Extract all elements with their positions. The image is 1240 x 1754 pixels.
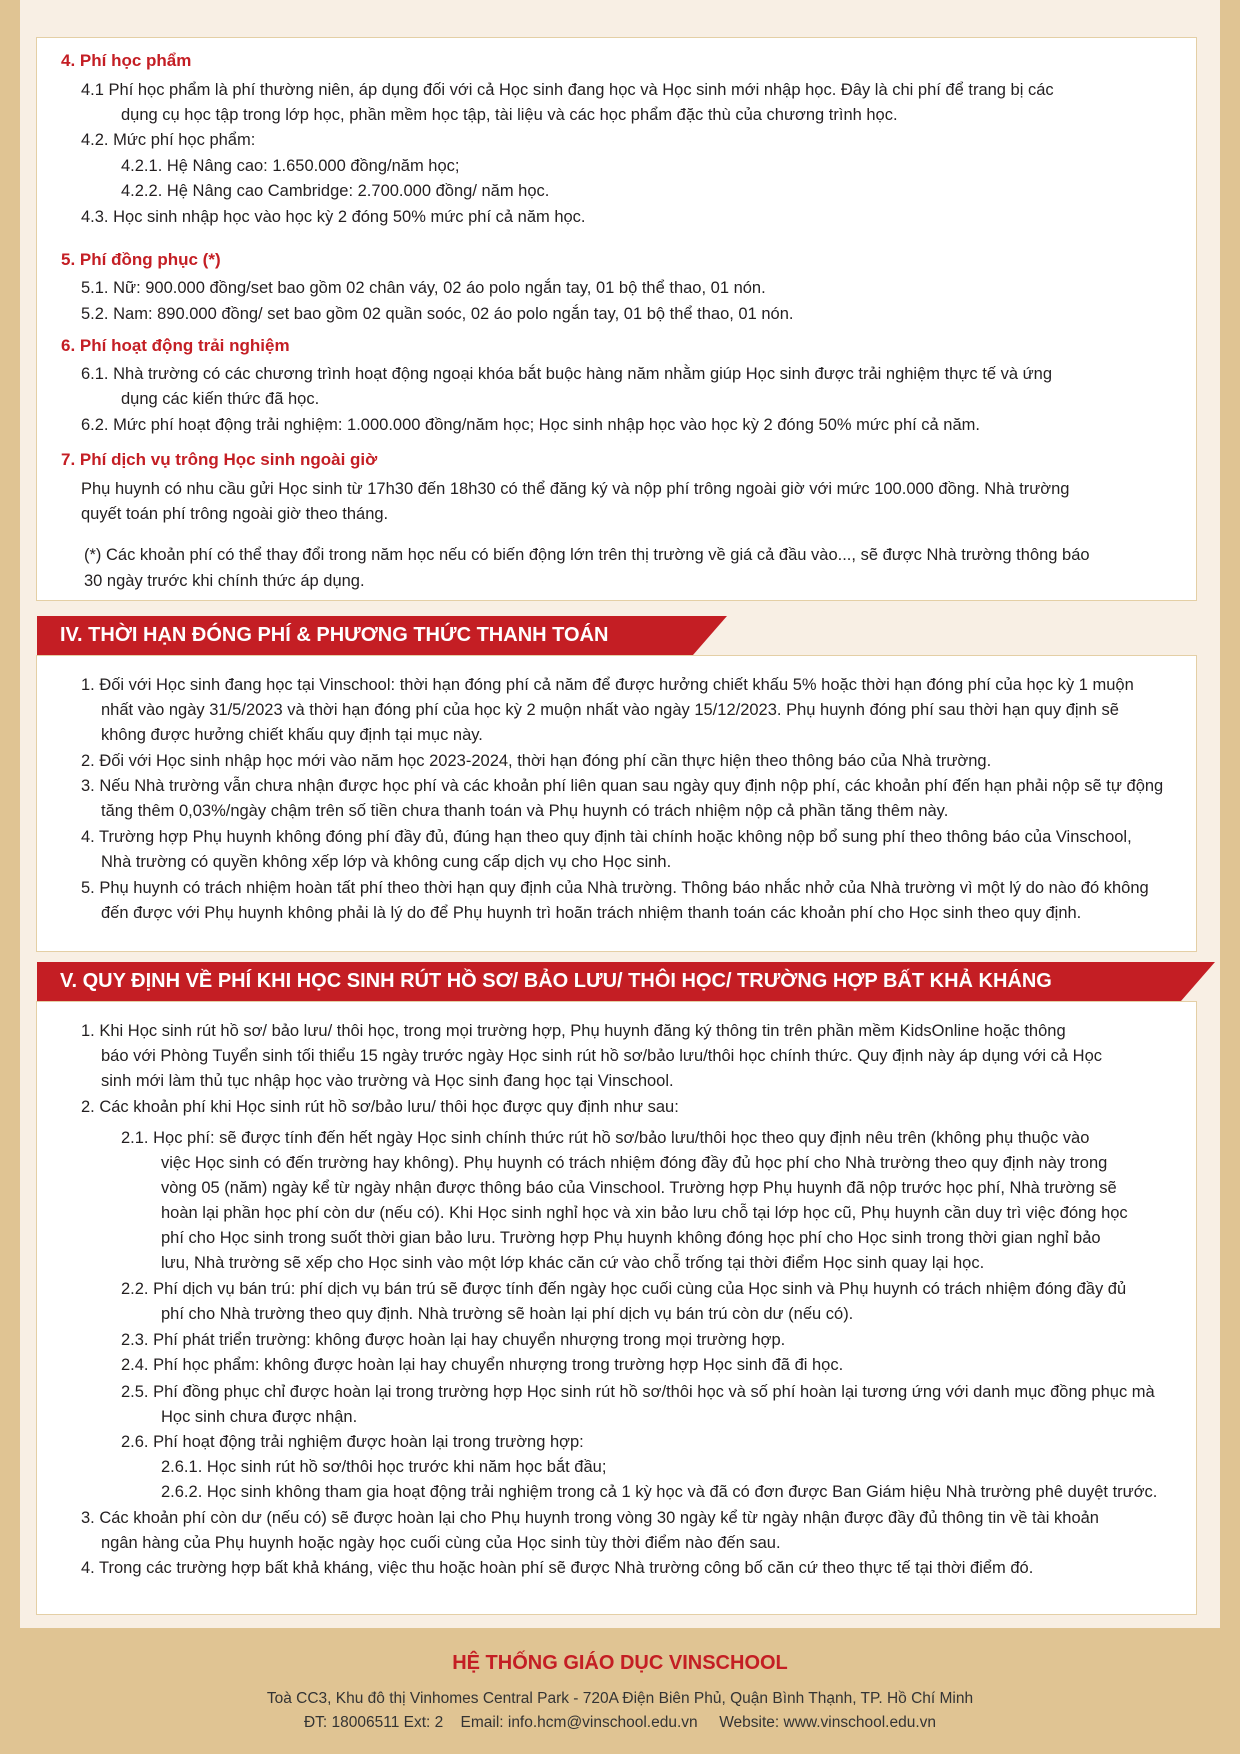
list-line: vòng 05 (năm) ngày kể từ ngày nhận được thông báo của Vinschool. Trường hợp Phụ huynh đã nộp trước học phí, Nhà trường sẽ [161, 1179, 1117, 1197]
list-line: 2.5. Phí đồng phục chỉ được hoàn lại trong trường hợp Học sinh rút hồ sơ/thôi học và số phí hoàn lại tương ứng với danh mục đồng phục mà [121, 1383, 1155, 1401]
list-line: 2. Các khoản phí khi Học sinh rút hồ sơ/bảo lưu/ thôi học được quy định như sau: [81, 1098, 679, 1116]
section-4-item-3: 4.3. Học sinh nhập học vào học kỳ 2 đóng 50% mức phí cả năm học. [81, 208, 586, 226]
list-line: 1. Khi Học sinh rút hồ sơ/ bảo lưu/ thôi học, trong mọi trường hợp, Phụ huynh đăng ký thông tin trên phần mềm KidsOnline hoặc thông [81, 1022, 1066, 1040]
section-6-item-2: 6.2. Mức phí hoạt động trải nghiệm: 1.000.000 đồng/năm học; Học sinh nhập học vào học kỳ 2 đóng 50% mức phí cả năm. [81, 416, 980, 434]
section-v-banner: V. QUY ĐỊNH VỀ PHÍ KHI HỌC SINH RÚT HỒ SƠ/ BẢO LƯU/ THÔI HỌC/ TRƯỜNG HỢP BẤT KHẢ KHÁNG [37, 962, 1181, 1001]
footer-email[interactable]: Email: info.hcm@vinschool.edu.vn [460, 1714, 698, 1731]
section-6-item-1: 6.1. Nhà trường có các chương trình hoạt động ngoại khóa bắt buộc hàng năm nhằm giúp Học sinh được trải nghiệm thực tế và ứng [81, 365, 1053, 383]
section-iv-banner: IV. THỜI HẠN ĐÓNG PHÍ & PHƯƠNG THỨC THANH TOÁN [37, 616, 693, 655]
list-line: báo với Phòng Tuyển sinh tối thiểu 15 ngày trước ngày Học sinh rút hồ sơ/bảo lưu/thôi học chính thức. Quy định này áp dụng với cả Học [101, 1047, 1102, 1065]
footer-organization-name: HỆ THỐNG GIÁO DỤC VINSCHOOL [452, 1652, 788, 1674]
footer-contact [0, 1714, 1240, 1732]
section-5-item-2: 5.2. Nam: 890.000 đồng/ set bao gồm 02 quần soóc, 02 áo polo ngắn tay, 01 bộ thể thao, 01 nón. [81, 305, 794, 323]
list-line: 4. Trường hợp Phụ huynh không đóng phí đầy đủ, đúng hạn theo quy định tài chính hoặc không nộp bổ sung phí theo thông báo của Vinschool, [81, 828, 1132, 846]
list-line: 2.6.1. Học sinh rút hồ sơ/thôi học trước khi năm học bắt đầu; [161, 1458, 607, 1476]
list-line: phí cho Học sinh trong suốt thời gian bảo lưu. Trường hợp Phụ huynh không đóng học phí cho Học sinh trong thời gian nghỉ bảo [161, 1229, 1101, 1247]
list-line: 2.2. Phí dịch vụ bán trú: phí dịch vụ bán trú sẽ được tính đến ngày học cuối cùng của Học sinh và Phụ huynh có trách nhiệm đóng đầy đủ [121, 1280, 1127, 1298]
list-line: tăng thêm 0,03%/ngày chậm trên số tiền chưa thanh toán và Phụ huynh có trách nhiệm nộp cả phần tăng thêm này. [101, 802, 949, 820]
list-line: 2.6.2. Học sinh không tham gia hoạt động trải nghiệm trong cả 1 kỳ học và đã có đơn được Ban Giám hiệu Nhà trường phê duyệt trước. [161, 1483, 1158, 1501]
footer [0, 1628, 1240, 1754]
section-4-item-1: 4.1 Phí học phẩm là phí thường niên, áp dụng đối với cả Học sinh đang học và Học sinh mới nhập học. Đây là chi phí để trang bị các [81, 81, 1054, 99]
list-line: đến được với Phụ huynh không phải là lý do để Phụ huynh trì hoãn trách nhiệm thanh toán các khoản phí cho Học sinh theo quy định. [101, 904, 1082, 922]
fee-change-note: (*) Các khoản phí có thể thay đổi trong năm học nếu có biến động lớn trên thị trường về giá cả đầu vào..., sẽ được Nhà trường thông báo [84, 546, 1090, 564]
section-5-item-1: 5.1. Nữ: 900.000 đồng/set bao gồm 02 chân váy, 02 áo polo ngắn tay, 01 bộ thể thao, 01 nón. [81, 279, 766, 297]
list-line: lưu, Nhà trường sẽ xếp cho Học sinh vào một lớp khác căn cứ vào chỗ trống tại thời điểm Học sinh quay lại học. [161, 1254, 985, 1272]
list-line: 3. Nếu Nhà trường vẫn chưa nhận được học phí và các khoản phí liên quan sau ngày quy định nộp phí, các khoản phí đến hạn phải nộp sẽ tự động [81, 777, 1164, 795]
fee-change-note-cont: 30 ngày trước khi chính thức áp dụng. [84, 572, 365, 590]
list-line: phí cho Nhà trường theo quy định. Nhà trường sẽ hoàn lại phí dịch vụ bán trú còn dư (nếu có). [161, 1305, 854, 1323]
document-page [20, 0, 1220, 1628]
section-7-paragraph: Phụ huynh có nhu cầu gửi Học sinh từ 17h30 đến 18h30 có thể đăng ký và nộp phí trông ngoài giờ với mức 100.000 đồng. Nhà trường [81, 480, 1070, 498]
section-7-title: 7. Phí dịch vụ trông Học sinh ngoài giờ [61, 450, 378, 469]
section-7-paragraph-cont: quyết toán phí trông ngoài giờ theo tháng. [81, 505, 389, 523]
footer-website[interactable]: Website: www.vinschool.edu.vn [719, 1714, 937, 1731]
section-5-title: 5. Phí đồng phục (*) [61, 250, 221, 269]
section-6-title: 6. Phí hoạt động trải nghiệm [61, 336, 290, 355]
list-line: 1. Đối với Học sinh đang học tại Vinschool: thời hạn đóng phí cả năm để được hưởng chiết khấu 5% hoặc thời hạn đóng phí của học kỳ 1 muộn [81, 676, 1134, 694]
list-line: 3. Các khoản phí còn dư (nếu có) sẽ được hoàn lại cho Phụ huynh trong vòng 30 ngày kể từ ngày nhận được đầy đủ thông tin về tài khoản [81, 1509, 1099, 1527]
list-line: sinh mới làm thủ tục nhập học vào trường và Học sinh đang học tại Vinschool. [101, 1072, 674, 1090]
section-4-item-2: 4.2. Mức phí học phẩm: [81, 131, 256, 149]
list-line: hoàn lại phần học phí còn dư (nếu có). Khi Học sinh nghỉ học và xin bảo lưu chỗ tại lớp học cũ, Phụ huynh cần duy trì việc đóng học [161, 1204, 1128, 1222]
list-line: 2. Đối với Học sinh nhập học mới vào năm học 2023-2024, thời hạn đóng phí cần thực hiện theo thông báo của Nhà trường. [81, 752, 992, 770]
list-line: Học sinh chưa được nhận. [161, 1408, 358, 1426]
list-line: 4. Trong các trường hợp bất khả kháng, việc thu hoặc hoàn phí sẽ được Nhà trường công bố căn cứ theo thực tế tại thời điểm đó. [81, 1559, 1034, 1577]
list-line: 2.3. Phí phát triển trường: không được hoàn lại hay chuyển nhượng trong mọi trường hợp. [121, 1331, 786, 1349]
section-6-item-1-cont: dụng các kiến thức đã học. [121, 390, 320, 408]
list-line: 2.6. Phí hoạt động trải nghiệm được hoàn lại trong trường hợp: [121, 1433, 584, 1451]
list-line: không được hưởng chiết khấu quy định tại mục này. [101, 726, 483, 744]
list-line: 2.1. Học phí: sẽ được tính đến hết ngày Học sinh chính thức rút hồ sơ/bảo lưu/thôi học theo quy định nêu trên (không phụ thuộc vào [121, 1129, 1090, 1147]
list-line: Nhà trường có quyền không xếp lớp và không cung cấp dịch vụ cho Học sinh. [101, 853, 672, 871]
list-line: 5. Phụ huynh có trách nhiệm hoàn tất phí theo thời hạn quy định của Nhà trường. Thông báo nhắc nhở của Nhà trường vì một lý do nào đó không [81, 879, 1149, 897]
section-4-title: 4. Phí học phẩm [61, 51, 192, 70]
footer-phone: ĐT: 18006511 Ext: 2 [303, 1714, 444, 1731]
list-line: việc Học sinh có đến trường hay không). Phụ huynh có trách nhiệm đóng đầy đủ học phí cho Nhà trường theo quy định này trong [161, 1154, 1108, 1172]
list-line: nhất vào ngày 31/5/2023 và thời hạn đóng phí của học kỳ 2 muộn nhất vào ngày 15/12/2023. Phụ huynh đóng phí sau thời hạn quy định sẽ [101, 701, 1119, 719]
section-4-item-2-2: 4.2.2. Hệ Nâng cao Cambridge: 2.700.000 đồng/ năm học. [121, 182, 550, 200]
section-4-item-1-cont: dụng cụ học tập trong lớp học, phần mềm học tập, tài liệu và các học phẩm đặc thù của chương trình học. [121, 106, 898, 124]
list-line: ngân hàng của Phụ huynh hoặc ngày học cuối cùng của Học sinh tùy thời điểm nào đến sau. [101, 1534, 781, 1552]
footer-address: Toà CC3, Khu đô thị Vinhomes Central Park - 720A Điện Biên Phủ, Quận Bình Thạnh, TP. Hồ Chí Minh [266, 1690, 974, 1707]
list-line: 2.4. Phí học phẩm: không được hoàn lại hay chuyển nhượng trong trường hợp Học sinh đã đi học. [121, 1356, 844, 1374]
section-4-item-2-1: 4.2.1. Hệ Nâng cao: 1.650.000 đồng/năm học; [121, 157, 460, 175]
